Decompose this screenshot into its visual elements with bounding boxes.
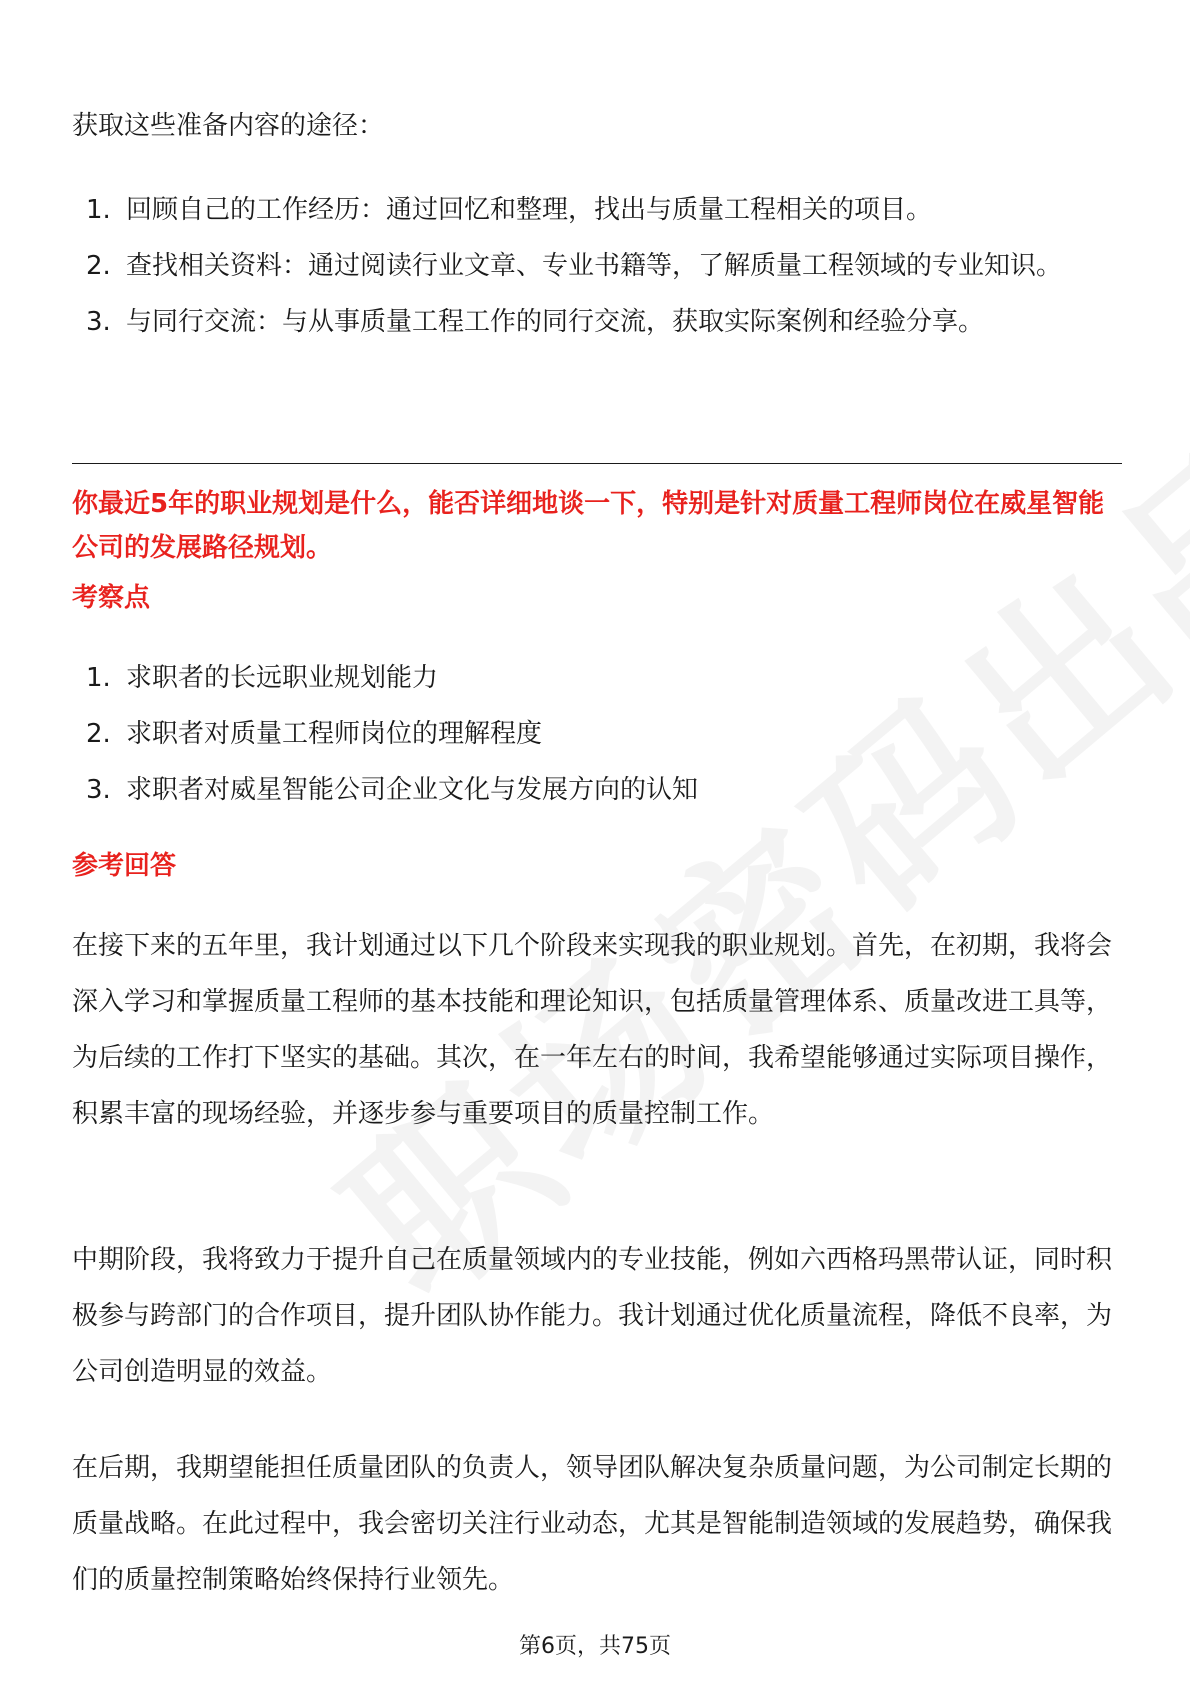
points-title: 考察点 bbox=[72, 583, 151, 613]
prep-list bbox=[72, 182, 1062, 350]
list-item bbox=[72, 182, 1062, 238]
intro-text: 获取这些准备内容的途径： bbox=[72, 111, 385, 141]
answer-paragraph: 中期阶段，我将致力于提升自己在质量领域内的专业技能，例如六西格玛黑带认证，同时积极参与跨部门的合作项目，提升团队协作能力。我计划通过优化质量流程，降低不良率，为公司创造明显的效益。 bbox=[72, 1245, 1113, 1387]
list-item bbox=[72, 294, 1062, 350]
answer-title: 参考回答 bbox=[72, 851, 177, 881]
points-list bbox=[72, 650, 698, 818]
list-number: 3. bbox=[86, 307, 111, 337]
list-text: 求职者的长远职业规划能力 bbox=[126, 663, 439, 693]
list-text: 回顾自己的工作经历：通过回忆和整理，找出与质量工程相关的项目。 bbox=[126, 195, 933, 225]
list-number: 3. bbox=[86, 775, 111, 805]
section-divider bbox=[72, 463, 1122, 464]
list-text: 求职者对威星智能公司企业文化与发展方向的认知 bbox=[126, 775, 699, 805]
list-text: 查找相关资料：通过阅读行业文章、专业书籍等，了解质量工程领域的专业知识。 bbox=[126, 251, 1063, 281]
list-number: 1. bbox=[86, 195, 111, 225]
page-footer: 第6页，共75页 bbox=[519, 1634, 671, 1659]
list-item bbox=[72, 238, 1062, 294]
question-heading: 你最近5年的职业规划是什么，能否详细地谈一下，特别是针对质量工程师岗位在威星智能公司的发展路径规划。 bbox=[72, 489, 1105, 563]
answer-paragraph: 在接下来的五年里，我计划通过以下几个阶段来实现我的职业规划。首先，在初期，我将会深入学习和掌握质量工程师的基本技能和理论知识，包括质量管理体系、质量改进工具等，为后续的工作打下坚实的基础。其次，在一年左右的时间，我希望能够通过实际项目操作，积累丰富的现场经验，并逐步参与重要项目的质量控制工作。 bbox=[72, 931, 1113, 1129]
list-text: 求职者对质量工程师岗位的理解程度 bbox=[126, 719, 543, 749]
answer-paragraph: 在后期，我期望能担任质量团队的负责人，领导团队解决复杂质量问题，为公司制定长期的质量战略。在此过程中，我会密切关注行业动态，尤其是智能制造领域的发展趋势，确保我们的质量控制策略始终保持行业领先。 bbox=[72, 1453, 1113, 1595]
list-number: 2. bbox=[86, 251, 111, 281]
list-number: 1. bbox=[86, 663, 111, 693]
list-item bbox=[72, 650, 698, 706]
list-item bbox=[72, 706, 698, 762]
list-item bbox=[72, 762, 698, 818]
list-text: 与同行交流：与从事质量工程工作的同行交流，获取实际案例和经验分享。 bbox=[126, 307, 985, 337]
list-number: 2. bbox=[86, 719, 111, 749]
